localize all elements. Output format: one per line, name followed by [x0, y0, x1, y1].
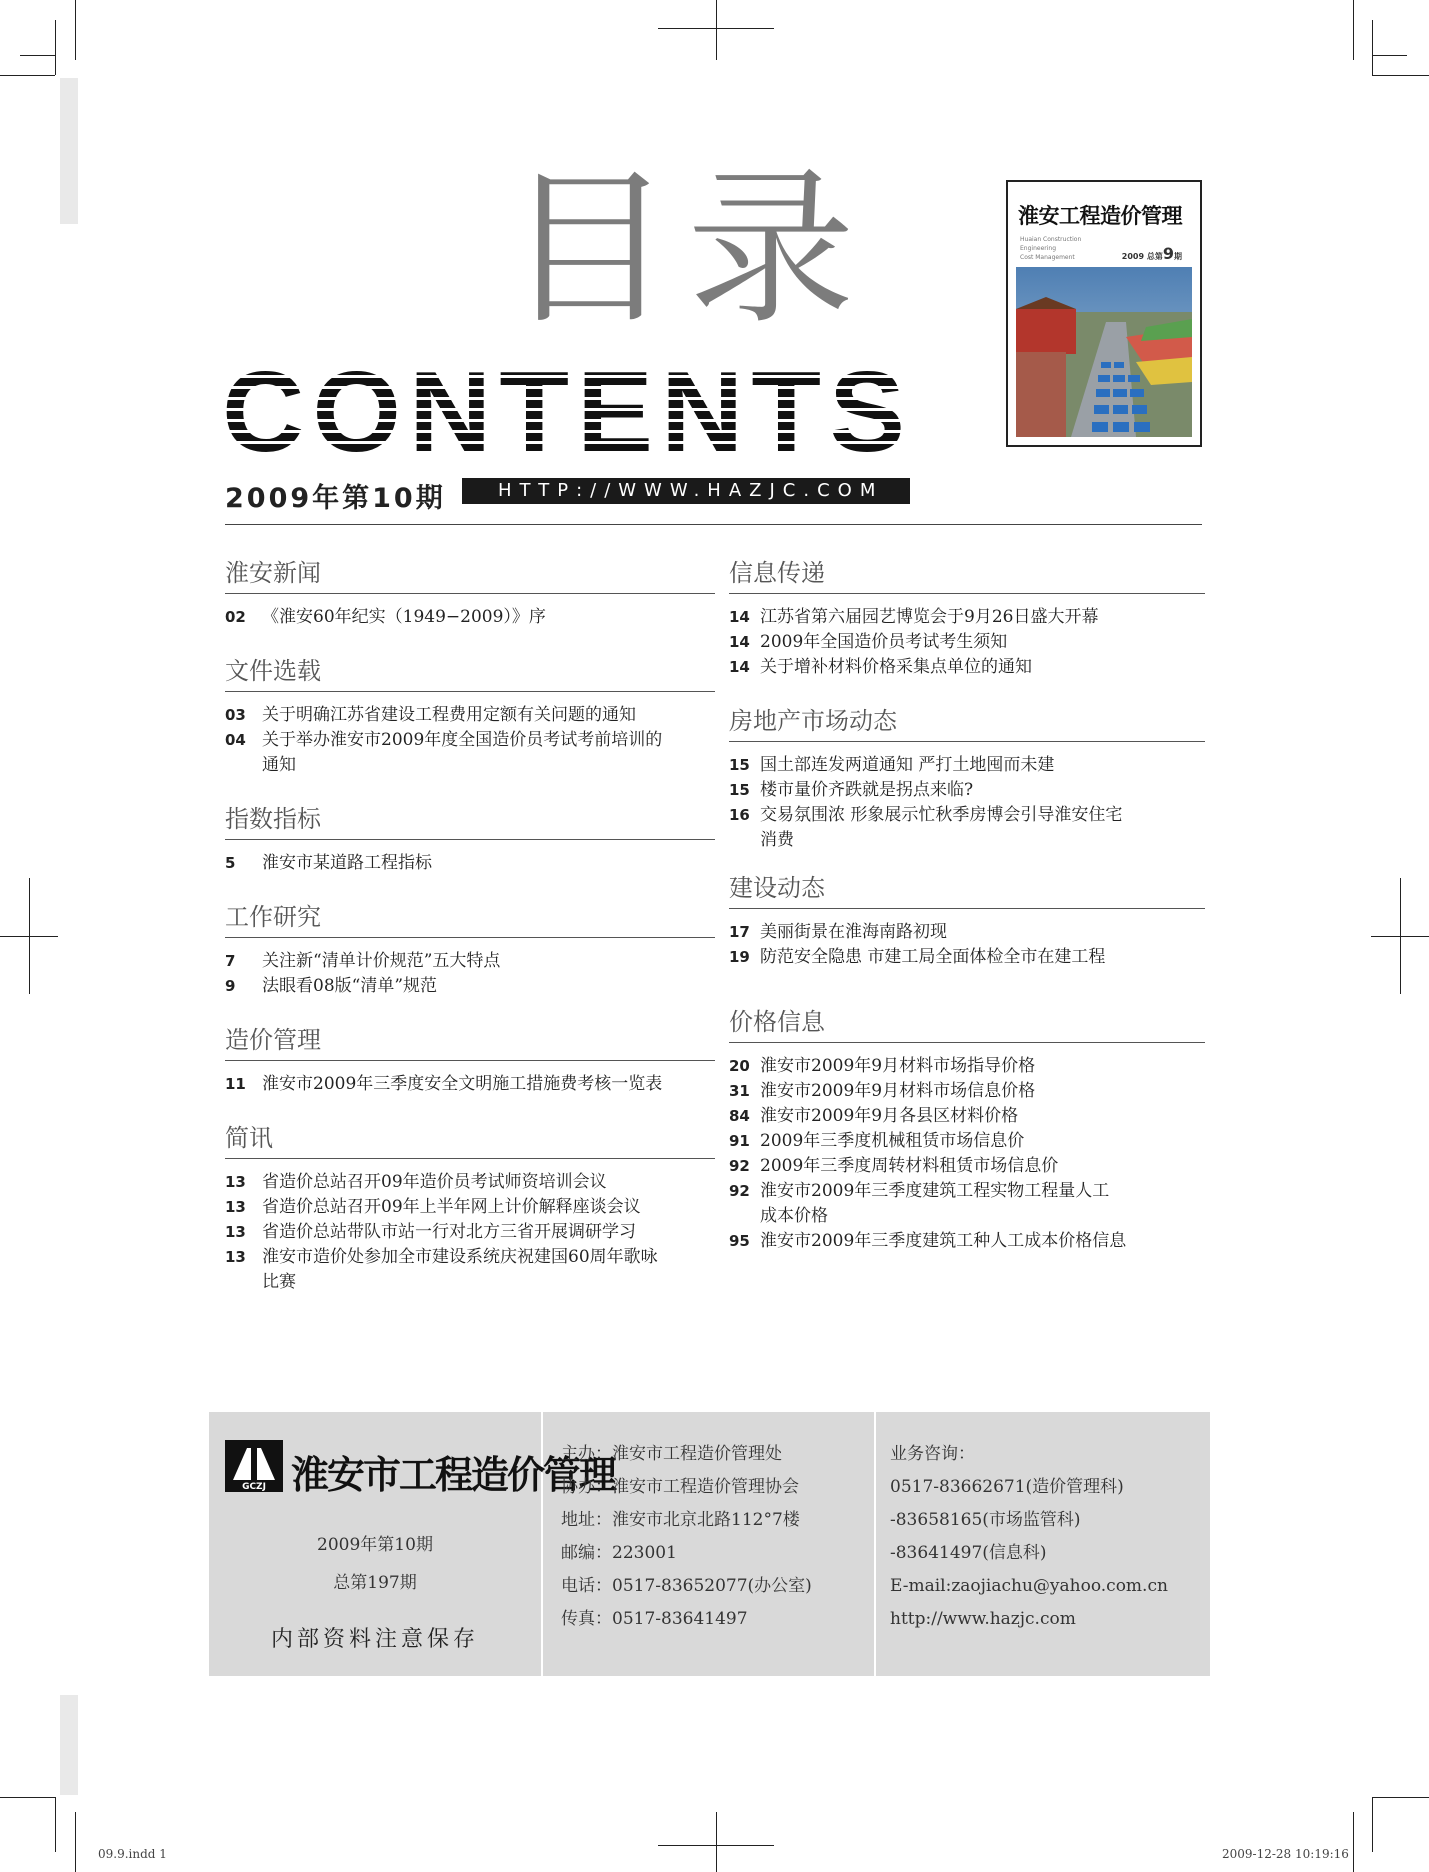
section-rule: [729, 908, 1205, 909]
contact-link[interactable]: http://www.hazjc.com: [890, 1609, 1076, 1629]
info-divider: [874, 1412, 876, 1676]
toc-page-number: 03: [225, 706, 246, 724]
toc-page-number: 16: [729, 806, 750, 824]
publication-info-box: [209, 1412, 1210, 1676]
toc-page-number: 7: [225, 952, 236, 970]
toc-entry-title: 2009年三季度机械租赁市场信息价: [760, 1131, 1025, 1151]
toc-entry[interactable]: [729, 753, 1054, 778]
toc-entry[interactable]: [225, 703, 636, 728]
section-rule: [729, 741, 1205, 742]
toc-entry-title: 省造价总站召开09年上半年网上计价解释座谈会议: [262, 1197, 641, 1217]
toc-page-number: 19: [729, 948, 750, 966]
toc-entry-title: 楼市量价齐跌就是拐点来临?: [760, 780, 974, 800]
issue-number: 2009年第10期: [225, 483, 446, 514]
toc-entry[interactable]: [729, 945, 1105, 970]
crop-mark: [1372, 55, 1407, 56]
toc-entry-title: 淮安市2009年三季度建筑工程实物工程量人工: [760, 1181, 1110, 1201]
toc-entry[interactable]: [729, 803, 1122, 853]
toc-page-number: 15: [729, 781, 750, 799]
toc-entry-title: 淮安市2009年9月各县区材料价格: [760, 1106, 1019, 1126]
toc-entry[interactable]: [225, 1220, 636, 1245]
toc-entry-title: 2009年全国造价员考试考生须知: [760, 632, 1008, 652]
contact-detail-line: 业务咨询：: [890, 1444, 975, 1464]
section-rule: [225, 593, 715, 594]
toc-entry-title: 法眼看08版“清单”规范: [262, 976, 438, 996]
timestamp-slug: 2009-12-28 10:19:16: [1222, 1847, 1349, 1861]
section-heading: 价格信息: [729, 1008, 825, 1036]
contact-detail-line: 0517-83662671(造价管理科): [890, 1477, 1124, 1497]
toc-page-number: 15: [729, 756, 750, 774]
toc-entry-title: 省造价总站带队市站一行对北方三省开展调研学习: [262, 1222, 636, 1242]
toc-entry-title: 关于增补材料价格采集点单位的通知: [760, 657, 1032, 677]
toc-page-number: 11: [225, 1075, 246, 1093]
toc-page-number: 9: [225, 977, 236, 995]
page-title-chinese: 目录: [505, 151, 869, 347]
toc-entry-title: 交易氛围浓 形象展示忙秋季房博会引导淮安住宅: [760, 805, 1123, 825]
toc-page-number: 14: [729, 608, 750, 626]
contact-link[interactable]: E-mail:zaojiachu@yahoo.com.cn: [890, 1576, 1168, 1596]
toc-page-number: 13: [225, 1248, 246, 1266]
toc-entry[interactable]: [225, 1245, 658, 1295]
section-heading: 工作研究: [225, 903, 321, 931]
toc-entry-title: 成本价格: [760, 1206, 828, 1226]
website-url-banner[interactable]: HTTP://WWW.HAZJC.COM: [462, 478, 910, 504]
page-title-english: CONTENTS: [222, 349, 913, 476]
toc-entry-title: 关于明确江苏省建设工程费用定额有关问题的通知: [262, 705, 636, 725]
crop-mark: [1353, 0, 1354, 60]
section-rule: [225, 937, 715, 938]
toc-entry[interactable]: [225, 1072, 662, 1097]
cover-issue: [1122, 244, 1182, 263]
crop-mark: [1372, 1797, 1429, 1798]
org-detail-line: 邮编：223001: [561, 1543, 677, 1563]
crop-mark: [1372, 1797, 1373, 1852]
crop-mark: [1400, 878, 1401, 994]
magazine-cover-thumbnail: [1006, 180, 1202, 447]
footer-issue: 2009年第10期: [317, 1535, 433, 1555]
section-rule: [729, 593, 1205, 594]
toc-entry-title: 比赛: [262, 1272, 296, 1292]
publisher-logo-icon: [225, 1440, 283, 1492]
section-rule: [225, 691, 715, 692]
toc-entry[interactable]: [729, 630, 1007, 655]
toc-entry[interactable]: [729, 920, 947, 945]
org-detail-line: 主办：淮安市工程造价管理处: [561, 1444, 782, 1464]
toc-entry-title: 省造价总站召开09年造价员考试师资培训会议: [262, 1172, 607, 1192]
toc-entry[interactable]: [729, 1079, 1035, 1104]
section-heading: 指数指标: [225, 805, 321, 833]
cover-issue-prefix: 2009 总第: [1121, 252, 1163, 261]
toc-entry-title: 淮安市造价处参加全市建设系统庆祝建国60周年歌咏: [262, 1247, 658, 1267]
toc-entry-title: 淮安市某道路工程指标: [262, 853, 432, 873]
cover-issue-suffix: 期: [1174, 252, 1182, 261]
toc-page-number: 13: [225, 1198, 246, 1216]
toc-entry-title: 关注新“清单计价规范”五大特点: [262, 951, 501, 971]
cover-english-line: Cost Management: [1020, 254, 1075, 261]
toc-entry[interactable]: [729, 1229, 1126, 1254]
toc-entry-title: 美丽街景在淮海南路初现: [760, 922, 947, 942]
crop-mark: [1372, 75, 1429, 76]
contact-detail-line: -83658165(市场监管科): [890, 1510, 1081, 1530]
section-heading: 房地产市场动态: [729, 707, 897, 735]
crop-mark: [716, 0, 717, 60]
section-heading: 信息传递: [729, 559, 825, 587]
footer-total-issue: 总第197期: [333, 1573, 417, 1593]
toc-page-number: 14: [729, 633, 750, 651]
toc-page-number: 95: [729, 1232, 750, 1250]
crop-mark: [0, 75, 55, 76]
cover-english-line: Engineering: [1020, 245, 1056, 252]
toc-page-number: 92: [729, 1182, 750, 1200]
crop-mark: [716, 1812, 717, 1872]
header-divider: [225, 524, 1202, 525]
toc-page-number: 5: [225, 854, 236, 872]
toc-entry[interactable]: [225, 949, 500, 974]
toc-entry[interactable]: [225, 728, 662, 778]
toc-entry-title: 淮安市2009年三季度安全文明施工措施费考核一览表: [262, 1074, 663, 1094]
toc-entry[interactable]: [729, 778, 973, 803]
cover-parade-photo: [1016, 267, 1192, 437]
org-detail-line: 传真：0517-83641497: [561, 1609, 748, 1629]
toc-page-number: 02: [225, 608, 246, 626]
toc-entry[interactable]: [225, 1195, 641, 1220]
section-rule: [225, 1158, 715, 1159]
toc-page-number: 20: [729, 1057, 750, 1075]
toc-entry-title: 关于举办淮安市2009年度全国造价员考试考前培训的: [262, 730, 663, 750]
toc-entry-title: 通知: [262, 755, 296, 775]
toc-entry[interactable]: [729, 1129, 1024, 1154]
crop-mark: [1372, 20, 1373, 75]
internal-material-note: 内部资料注意保存: [270, 1627, 479, 1652]
file-slug: 09.9.indd 1: [98, 1847, 167, 1861]
toc-page-number: 04: [225, 731, 246, 749]
toc-entry[interactable]: [225, 974, 437, 999]
toc-page-number: 13: [225, 1173, 246, 1191]
toc-entry-title: 淮安市2009年9月材料市场信息价格: [760, 1081, 1036, 1101]
toc-entry-title: 淮安市2009年9月材料市场指导价格: [760, 1056, 1036, 1076]
section-heading: 简讯: [225, 1124, 273, 1152]
crop-mark: [20, 55, 55, 56]
publisher-name: 淮安市工程造价管理: [291, 1453, 616, 1497]
crop-mark: [29, 878, 30, 994]
toc-entry[interactable]: [225, 605, 546, 630]
toc-entry[interactable]: [729, 605, 1098, 630]
margin-strip: [60, 1695, 78, 1795]
crop-mark: [55, 1797, 56, 1852]
section-heading: 淮安新闻: [225, 559, 321, 587]
toc-entry[interactable]: [729, 1154, 1058, 1179]
toc-page-number: 13: [225, 1223, 246, 1241]
margin-strip: [60, 78, 78, 224]
toc-entry[interactable]: [225, 851, 432, 876]
toc-entry[interactable]: [729, 1054, 1035, 1079]
org-detail-line: 协办：淮安市工程造价管理协会: [561, 1477, 799, 1497]
cover-issue-number: 9: [1162, 244, 1174, 263]
toc-entry[interactable]: [729, 1179, 1109, 1229]
crop-mark: [75, 0, 76, 60]
toc-entry-title: 消费: [760, 830, 794, 850]
toc-entry-title: 江苏省第六届园艺博览会于9月26日盛大开幕: [760, 607, 1099, 627]
org-detail-line: 电话：0517-83652077(办公室): [561, 1576, 812, 1596]
toc-page-number: 17: [729, 923, 750, 941]
toc-entry-title: 《淮安60年纪实（1949−2009）》序: [262, 607, 546, 627]
cover-english-line: Huaian Construction: [1020, 236, 1082, 243]
toc-entry[interactable]: [729, 655, 1032, 680]
section-rule: [729, 1042, 1205, 1043]
toc-page-number: 91: [729, 1132, 750, 1150]
section-heading: 建设动态: [729, 874, 825, 902]
contact-detail-line: -83641497(信息科): [890, 1543, 1047, 1563]
toc-entry-title: 国土部连发两道通知 严打土地囤而未建: [760, 755, 1055, 775]
toc-entry[interactable]: [729, 1104, 1018, 1129]
section-rule: [225, 1060, 715, 1061]
toc-entry-title: 防范安全隐患 市建工局全面体检全市在建工程: [760, 947, 1106, 967]
toc-page-number: 92: [729, 1157, 750, 1175]
toc-page-number: 31: [729, 1082, 750, 1100]
section-heading: 造价管理: [225, 1026, 321, 1054]
toc-entry-title: 2009年三季度周转材料租赁市场信息价: [760, 1156, 1059, 1176]
crop-mark: [0, 1797, 55, 1798]
toc-entry-title: 淮安市2009年三季度建筑工种人工成本价格信息: [760, 1231, 1127, 1251]
toc-page-number: 84: [729, 1107, 750, 1125]
logo-mark-text: GCZJ: [242, 1482, 266, 1492]
toc-entry[interactable]: [225, 1170, 607, 1195]
cover-title: 淮安工程造价管理: [1018, 204, 1182, 228]
section-rule: [225, 839, 715, 840]
crop-mark: [1353, 1812, 1354, 1872]
section-heading: 文件选载: [225, 657, 321, 685]
crop-mark: [55, 20, 56, 75]
crop-mark: [75, 1812, 76, 1872]
org-detail-line: 地址：淮安市北京北路112°7楼: [561, 1510, 800, 1530]
toc-page-number: 14: [729, 658, 750, 676]
